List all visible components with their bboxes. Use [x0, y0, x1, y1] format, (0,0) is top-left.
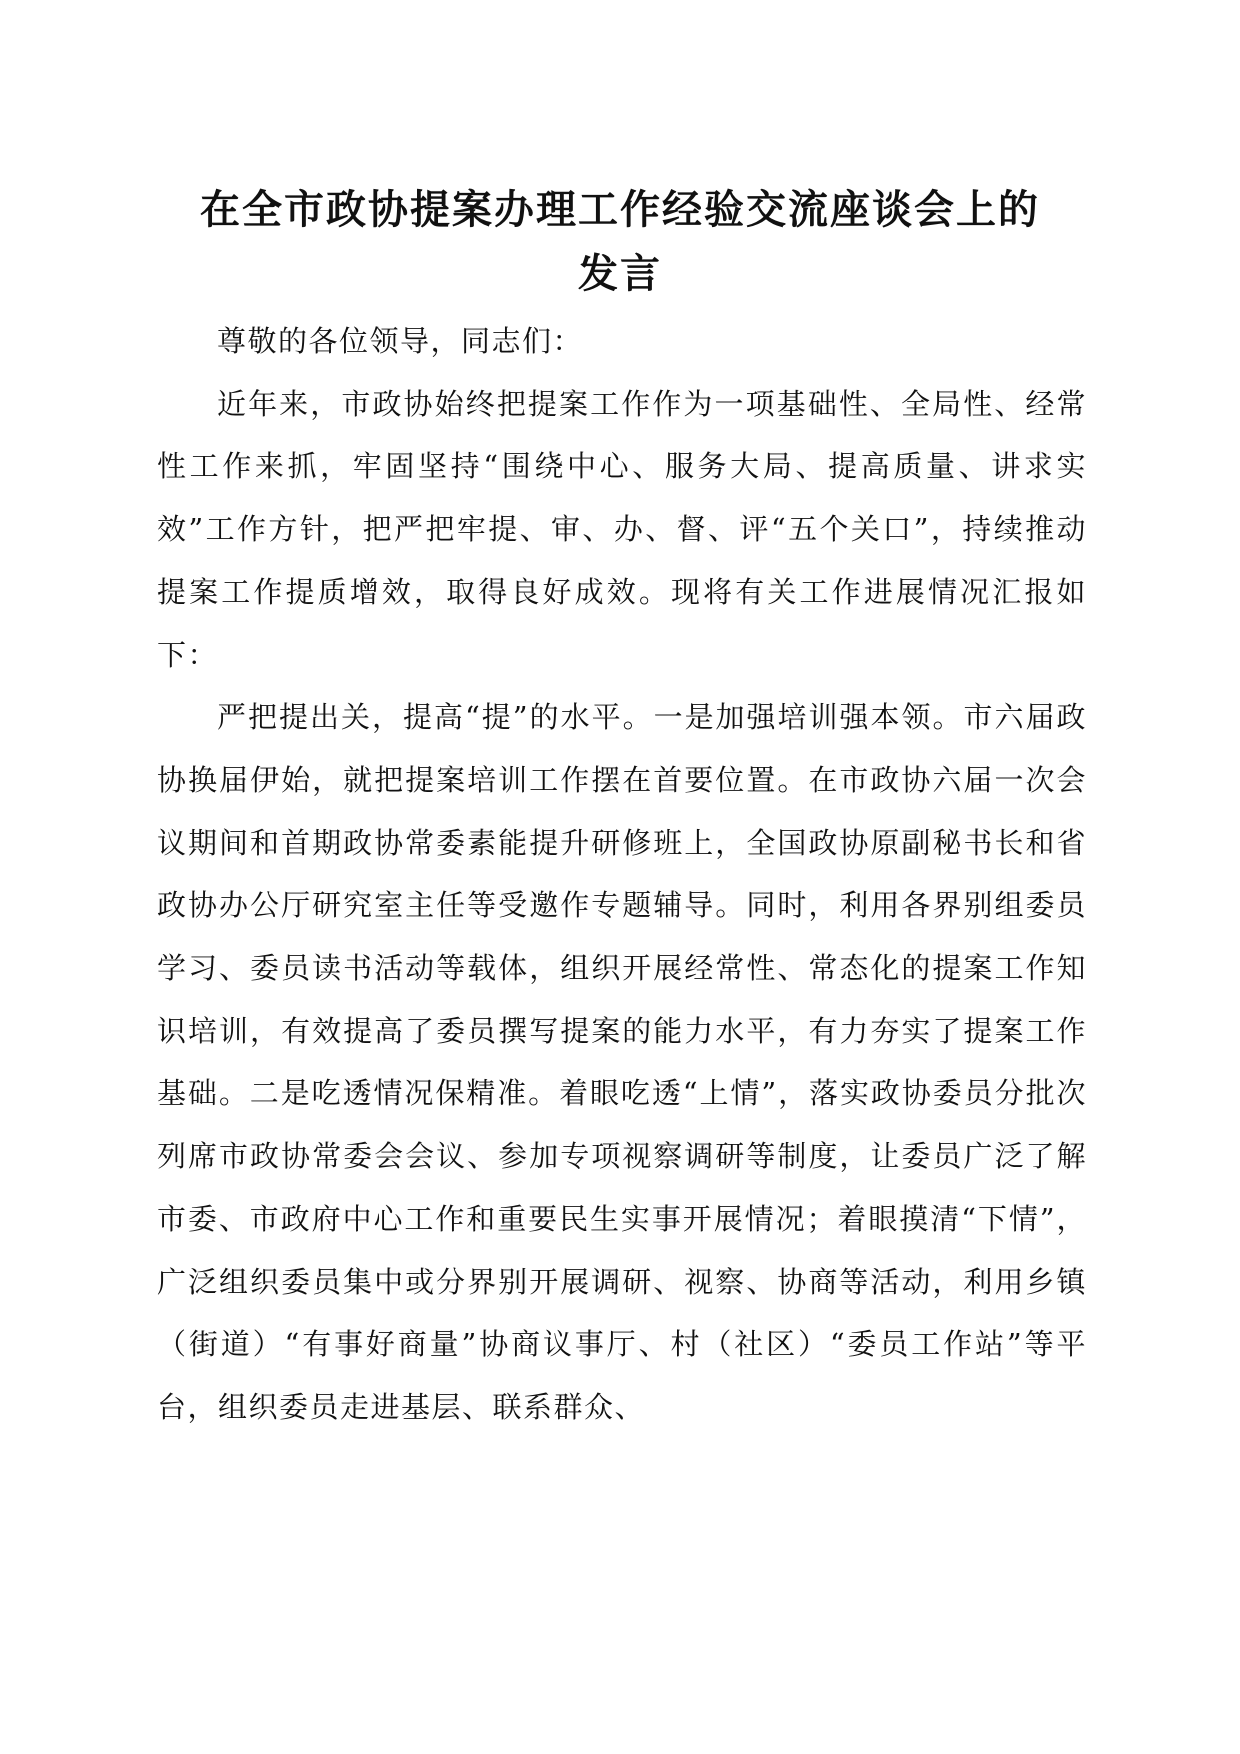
document-body: [157, 310, 1087, 1439]
title-line-1: 在全市政协提案办理工作经验交流座谈会上的: [200, 187, 1040, 233]
paragraph-section-1: 严把提出关，提高“提”的水平。一是加强培训强本领。市六届政协换届伊始，就把提案培训工作摆在首要位置。在市政协六届一次会议期间和首期政协常委素能提升研修班上，全国政协原副秘书长和省政协办公厅研究室主任等受邀作专题辅导。同时，利用各界别组委员学习、委员读书活动等载体，组织开展经常性、常态化的提案工作知识培训，有效提高了委员撰写提案的能力水平，有力夯实了提案工作基础。二是吃透情况保精准。着眼吃透“上情”，落实政协委员分批次列席市政协常委会会议、参加专项视察调研等制度，让委员广泛了解市委、市政府中心工作和重要民生实事开展情况；着眼摸清“下情”，广泛组织委员集中或分界别开展调研、视察、协商等活动，利用乡镇（街道）“有事好商量”协商议事厅、村（社区）“委员工作站”等平台，组织委员走进基层、联系群众、: [157, 700, 1087, 1424]
title-line-2: 发言: [578, 251, 662, 297]
document-title: [130, 178, 1110, 306]
salutation: 尊敬的各位领导，同志们：: [217, 324, 584, 358]
paragraph-intro: 近年来，市政协始终把提案工作作为一项基础性、全局性、经常性工作来抓，牢固坚持“围绕中心、服务大局、提高质量、讲求实效”工作方针，把严把牢提、审、办、督、评“五个关口”，持续推动提案工作提质增效，取得良好成效。现将有关工作进展情况汇报如下：: [157, 386, 1087, 672]
